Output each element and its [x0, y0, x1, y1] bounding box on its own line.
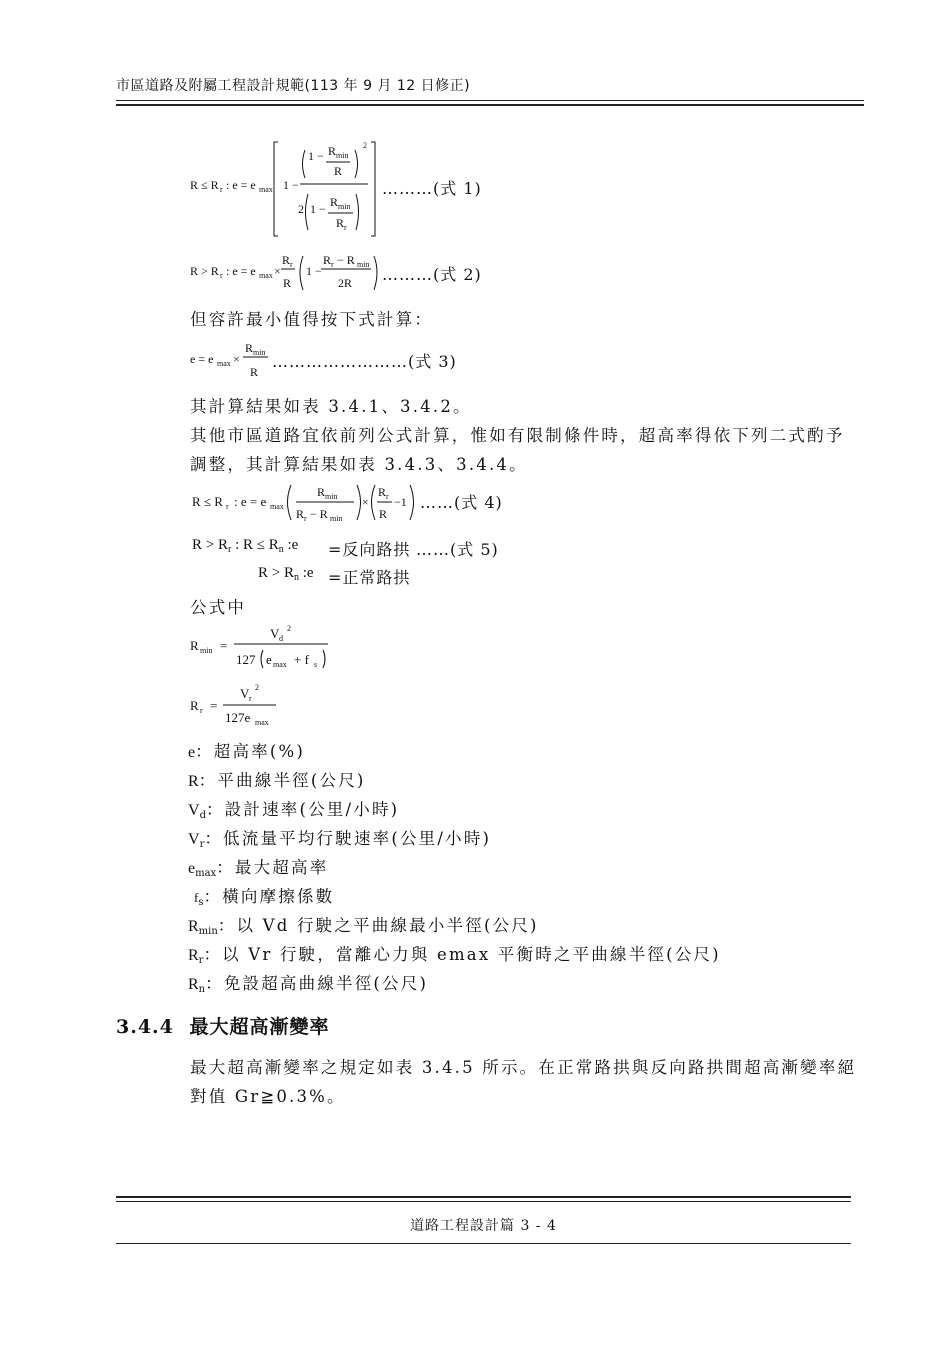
svg-text:R: R	[317, 485, 326, 499]
equation-5	[190, 534, 750, 590]
svg-text:R: R	[282, 253, 291, 267]
equation-5-condition-2: $R > R_n$ :e	[258, 565, 318, 583]
equation-2	[190, 250, 750, 295]
svg-text:R: R	[283, 276, 292, 290]
equation-5-result-2: =正常路拱	[328, 568, 411, 587]
svg-text:− R: − R	[310, 507, 328, 521]
definition-fs: $f_s$：橫向摩擦係數	[194, 887, 335, 908]
header-rule	[116, 100, 864, 101]
equation-1-formula	[190, 138, 390, 238]
svg-text:+ f: + f	[294, 652, 309, 667]
equation-5-result-1: =反向路拱	[328, 540, 411, 559]
svg-text:1 −: 1 −	[308, 149, 324, 163]
svg-text:: e = e: : e = e	[234, 494, 267, 509]
svg-text:×: ×	[362, 495, 369, 509]
svg-text:R: R	[330, 195, 339, 209]
svg-text:1 −: 1 −	[283, 178, 299, 192]
svg-text:2: 2	[298, 202, 304, 216]
svg-text:=: =	[210, 698, 218, 713]
svg-text:: e = e: : e = e	[226, 264, 256, 278]
rr-formula	[190, 678, 290, 728]
svg-text:127: 127	[236, 652, 256, 667]
paragraph-other-line1: 其他市區道路宜依前列公式計算，惟如有限制條件時，超高率得依下列二式酌予	[190, 426, 845, 445]
svg-text:r: r	[200, 706, 203, 715]
svg-text:max: max	[255, 718, 269, 727]
equation-3-formula	[190, 338, 275, 383]
equation-3	[190, 338, 750, 383]
svg-text:− R: − R	[337, 253, 355, 267]
svg-text:: e = e: : e = e	[226, 178, 256, 192]
definition-rmin: $R_{min}$：以 Vd 行駛之平曲線最小半徑(公尺)	[188, 916, 539, 937]
equation-3-tag: ……………………(式 3)	[272, 352, 457, 371]
svg-text:R: R	[328, 144, 337, 158]
svg-text:min: min	[338, 202, 351, 211]
equation-4-tag: ……(式 4)	[420, 493, 503, 512]
section-paragraph-line1: 最大超高漸變率之規定如表 3.4.5 所示。在正常路拱與反向路拱間超高漸變率絕	[190, 1058, 857, 1077]
definition-rn: $R_n$：免設超高曲線半徑(公尺)	[188, 974, 429, 995]
svg-text:min: min	[336, 151, 349, 160]
svg-text:127e: 127e	[225, 710, 251, 725]
equation-4-formula	[190, 480, 420, 525]
svg-text:R: R	[334, 164, 343, 178]
svg-text:r: r	[220, 271, 223, 280]
svg-text:min: min	[253, 348, 266, 357]
svg-text:=: =	[220, 638, 228, 653]
section-paragraph-line2: 對值 Gr≧0.3%。	[190, 1087, 346, 1106]
svg-text:min: min	[357, 260, 370, 269]
svg-text:s: s	[314, 660, 318, 669]
equation-4	[190, 480, 750, 525]
equation-2-formula	[190, 250, 390, 295]
svg-text:r: r	[249, 694, 252, 703]
svg-text:min: min	[200, 646, 213, 655]
definition-r: R：平曲線半徑(公尺)	[188, 771, 366, 790]
footer-rule	[116, 1201, 851, 1202]
definition-emax: $e_{max}$：最大超高率	[188, 858, 329, 879]
svg-text:R: R	[296, 507, 305, 521]
svg-text:R > R: R > R	[190, 264, 219, 278]
equation-5-tag: ……(式 5)	[416, 540, 499, 559]
equation-1-tag: ………(式 1)	[382, 179, 482, 198]
svg-text:min: min	[325, 492, 338, 501]
svg-text:max: max	[259, 271, 273, 280]
svg-text:R: R	[190, 638, 199, 653]
svg-text:min: min	[330, 514, 343, 523]
svg-text:R ≤ R: R ≤ R	[190, 178, 219, 192]
equation-2-tag: ………(式 2)	[382, 265, 482, 284]
definition-list	[188, 738, 721, 999]
page-footer: 道路工程設計篇 3 - 4	[410, 1218, 557, 1234]
svg-text:R: R	[323, 253, 332, 267]
svg-text:max: max	[270, 502, 284, 511]
paragraph-formula-where: 公式中	[190, 598, 247, 617]
svg-text:×: ×	[233, 352, 240, 366]
svg-text:r: r	[226, 502, 229, 511]
svg-text:max: max	[217, 359, 231, 368]
svg-text:R ≤ R: R ≤ R	[192, 494, 223, 509]
svg-text:1 −: 1 −	[310, 202, 326, 216]
footer-bottom-rule	[116, 1243, 851, 1244]
svg-text:1 −: 1 −	[306, 264, 322, 278]
svg-text:−1: −1	[394, 495, 407, 509]
svg-text:2: 2	[255, 683, 259, 692]
section-title: 最大超高漸變率	[189, 1016, 330, 1038]
paragraph-min-value: 但容許最小值得按下式計算：	[190, 310, 434, 329]
section-heading	[116, 1012, 330, 1039]
svg-text:R: R	[336, 216, 345, 230]
svg-text:2: 2	[287, 624, 291, 633]
svg-text:×: ×	[274, 264, 281, 278]
svg-text:r: r	[386, 492, 389, 501]
equation-1	[190, 138, 750, 238]
svg-text:R: R	[190, 698, 199, 713]
definition-vr: $V_r$：低流量平均行駛速率(公里/小時)	[188, 829, 492, 850]
svg-text:R: R	[378, 485, 387, 499]
paragraph-results: 其計算結果如表 3.4.1、3.4.2。	[190, 397, 472, 416]
svg-text:r: r	[220, 185, 223, 194]
footer-rule-thick	[116, 1196, 851, 1198]
svg-text:R: R	[379, 507, 388, 521]
svg-text:r: r	[304, 514, 307, 523]
svg-text:d: d	[279, 634, 283, 643]
svg-text:2R: 2R	[338, 276, 353, 290]
svg-text:e = e: e = e	[190, 352, 214, 366]
definition-e: e：超高率(%)	[188, 742, 306, 761]
header-rule-thick	[116, 104, 864, 106]
svg-text:max: max	[273, 660, 287, 669]
svg-text:R: R	[245, 341, 254, 355]
svg-text:max: max	[259, 185, 273, 194]
definition-rr: $R_r$：以 Vr 行駛，當離心力與 emax 平衡時之平曲線半徑(公尺)	[188, 945, 721, 966]
definition-vd: $V_d$：設計速率(公里/小時)	[188, 800, 400, 821]
section-number: 3.4.4	[116, 1016, 174, 1038]
svg-text:2: 2	[363, 141, 367, 150]
svg-text:r: r	[344, 223, 347, 232]
svg-text:r: r	[290, 260, 293, 269]
svg-text:e: e	[266, 652, 272, 667]
svg-text:V: V	[240, 686, 250, 701]
svg-text:r: r	[331, 260, 334, 269]
rmin-formula	[190, 620, 340, 670]
running-header: 市區道路及附屬工程設計規範(113 年 9 月 12 日修正)	[116, 78, 471, 94]
svg-text:V: V	[270, 626, 280, 641]
paragraph-other-line2: 調整，其計算結果如表 3.4.3、3.4.4。	[190, 455, 528, 474]
equation-5-condition-1: $R > R_r$ : $R \le R_n$ :e	[192, 537, 303, 555]
svg-text:R: R	[250, 365, 259, 379]
